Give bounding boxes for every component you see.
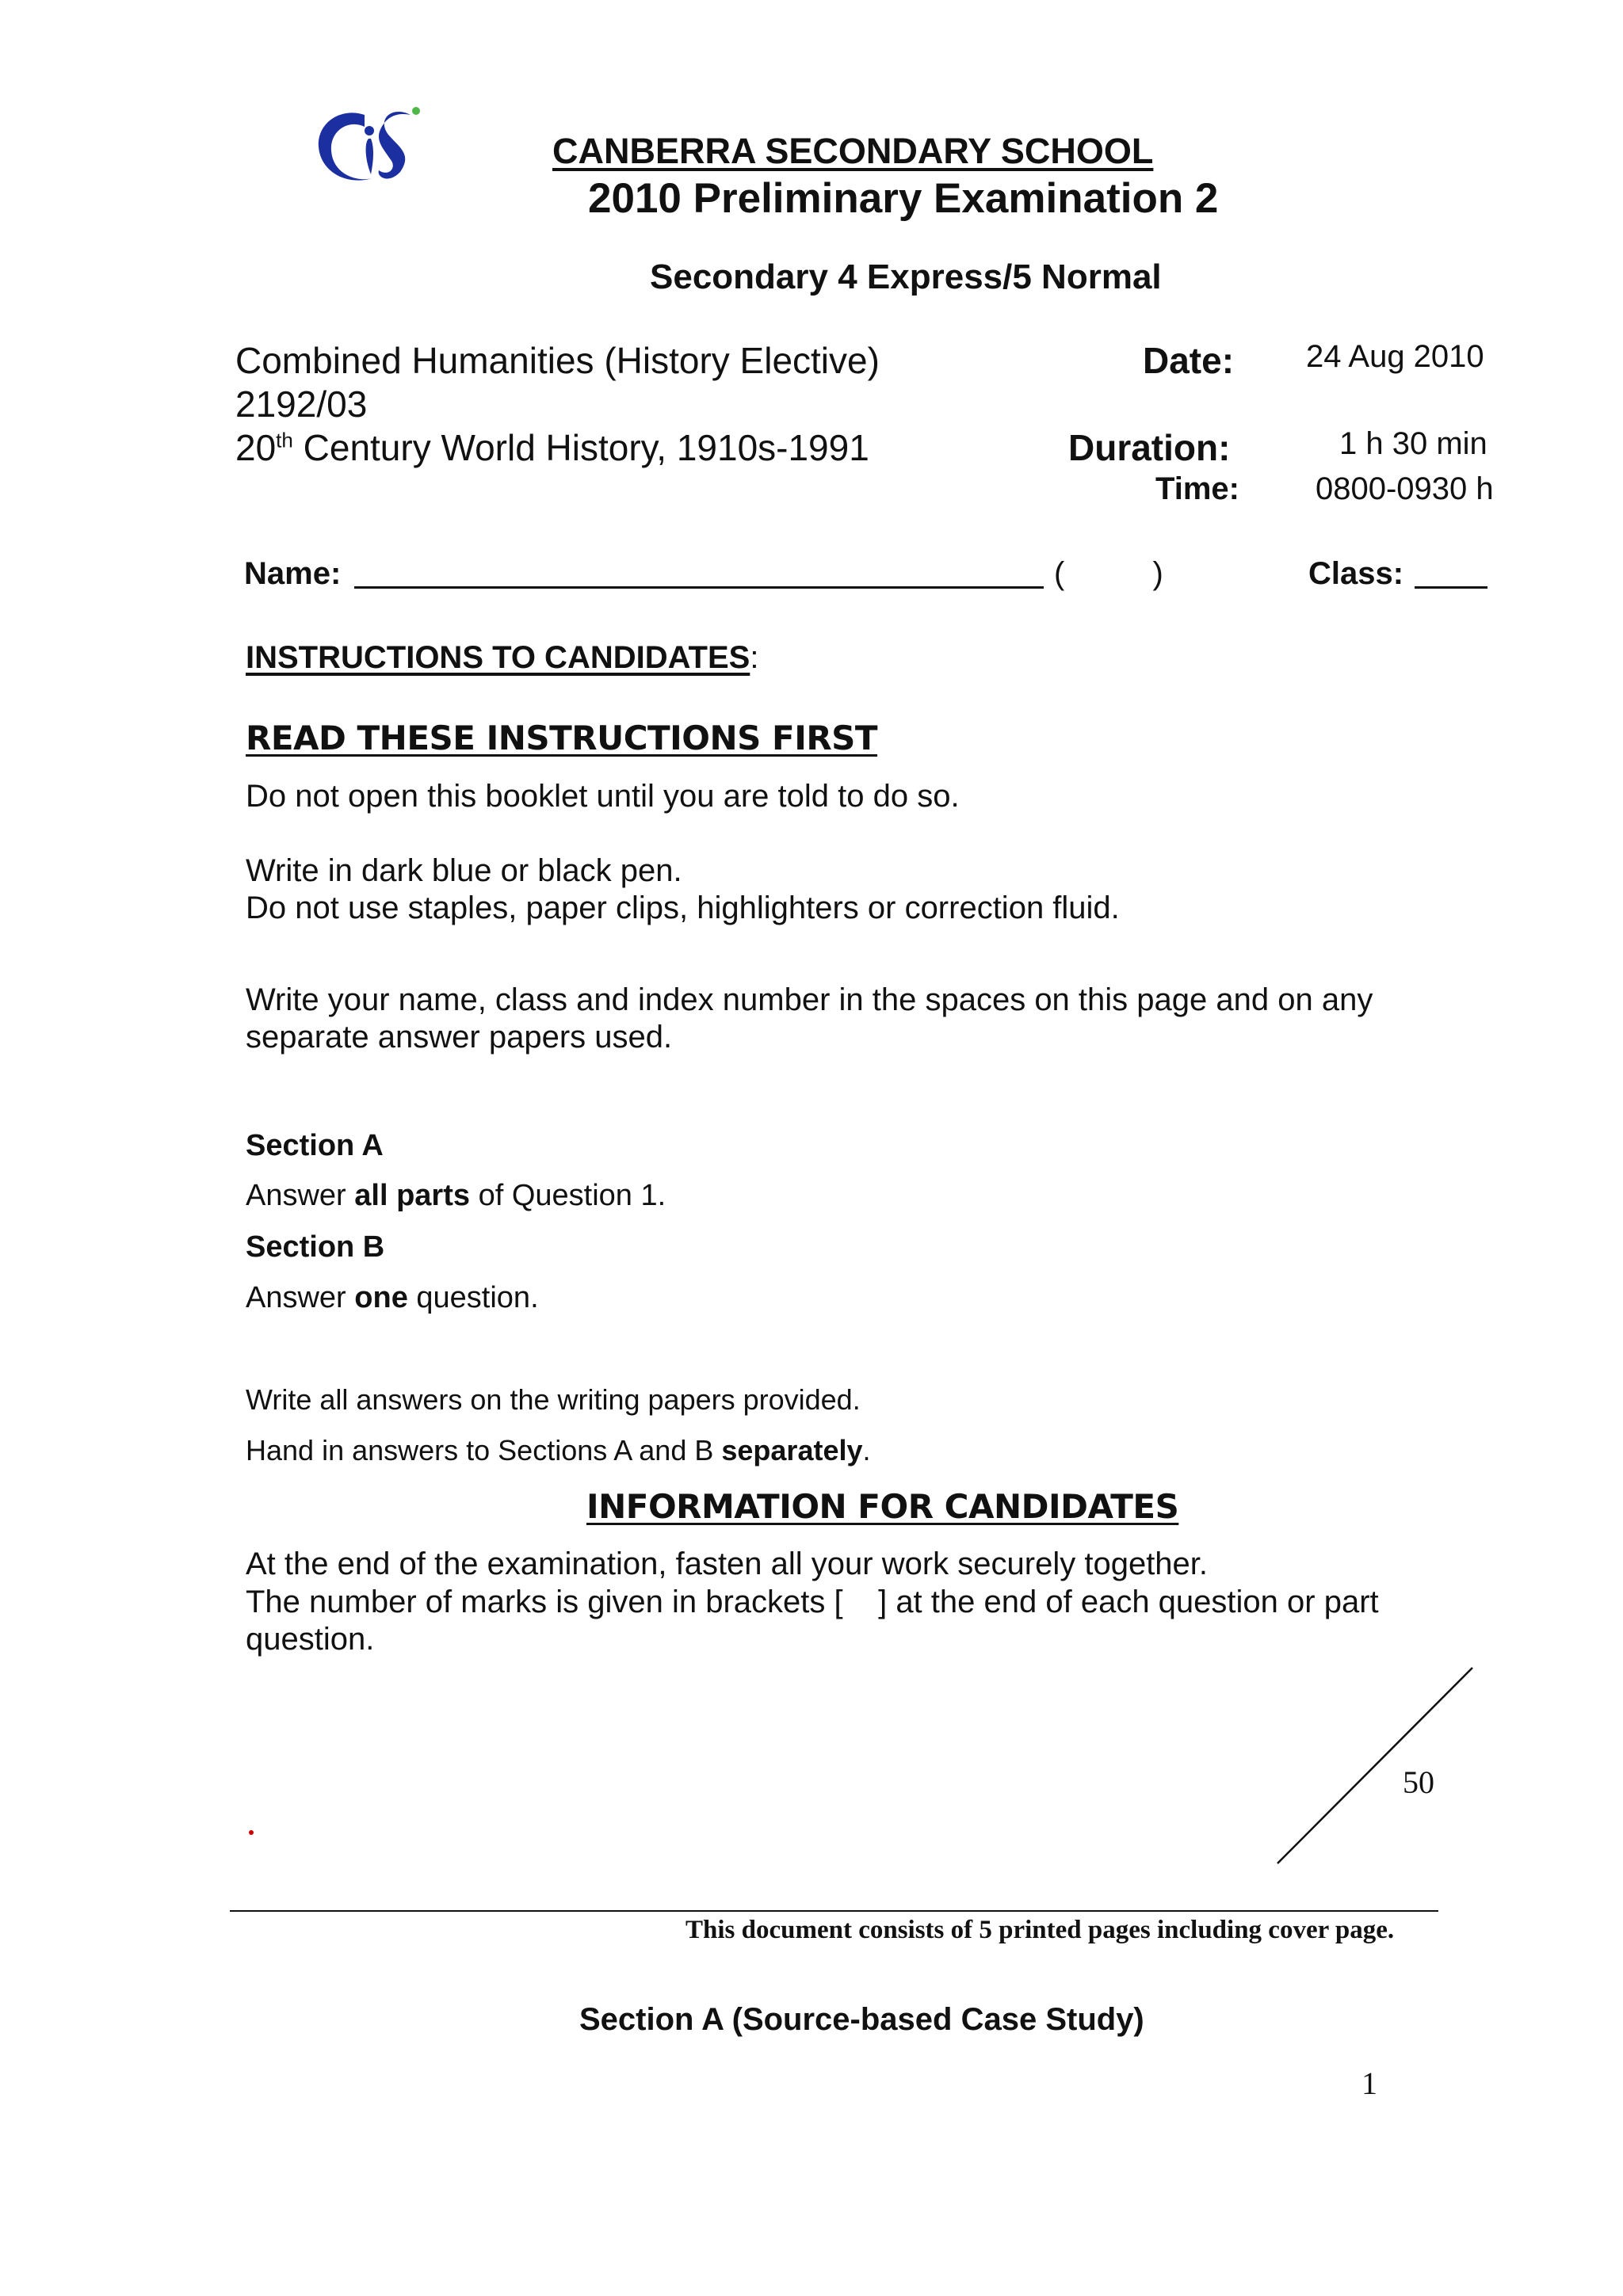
section-a-instruction [246,1179,666,1213]
section-a-bold: all parts [354,1179,471,1212]
duration-value: 1 h 30 min [1339,426,1487,461]
write-all-answers: Write all answers on the writing papers provided. [246,1383,861,1416]
section-b-label: Section B [246,1230,385,1264]
next-section-title: Section A (Source-based Case Study) [579,2002,1144,2037]
subject-title-prefix: 20 [235,427,277,468]
hand-in-post: . [862,1434,871,1466]
time-value: 0800-0930 h [1316,471,1494,506]
hand-in-pre: Hand in answers to Sections A and B [246,1434,722,1466]
information-line-1: At the end of the examination, fasten all your work securely together. [246,1547,1209,1581]
instructions-heading [246,640,758,676]
subject-title [235,426,869,469]
school-name: CANBERRA SECONDARY SCHOOL [552,131,1154,171]
instruction-line-4a: Write your name, class and index number in the spaces on this page and on any [246,982,1373,1017]
exam-title: 2010 Preliminary Examination 2 [588,175,1219,222]
footer-note: This document consists of 5 printed pages including cover page. [685,1916,1395,1944]
level-title: Secondary 4 Express/5 Normal [650,257,1162,296]
subject-name: Combined Humanities (History Elective) [235,340,880,381]
information-heading: INFORMATION FOR CANDIDATES [586,1487,1179,1526]
instruction-line-2: Write in dark blue or black pen. [246,853,682,888]
red-dot [249,1830,254,1835]
duration-label: Duration: [1068,427,1231,468]
section-b-bold: one [354,1281,408,1314]
hand-in-bold: separately [721,1434,863,1466]
instructions-heading-colon: : [750,640,759,675]
name-field[interactable] [354,586,1044,589]
instruction-line-3: Do not use staples, paper clips, highlighters or correction fluid. [246,891,1120,925]
name-label: Name: [244,556,342,591]
subject-title-rest: Century World History, 1910s-1991 [292,427,869,468]
date-label: Date: [1143,340,1235,381]
school-crest-logo [309,99,428,190]
section-b-pre: Answer [246,1281,355,1314]
time-label: Time: [1155,471,1239,506]
section-b-post: question. [407,1281,539,1314]
section-a-post: of Question 1. [470,1179,666,1212]
read-first-heading: READ THESE INSTRUCTIONS FIRST [246,719,878,757]
information-line-2: The number of marks is given in brackets [ ] at the end of each question or part [246,1585,1379,1619]
section-a-pre: Answer [246,1179,355,1212]
section-b-instruction [246,1281,539,1315]
class-label: Class: [1308,556,1404,591]
marks-diagonal-line [1268,1664,1482,1870]
subject-code: 2192/03 [235,383,368,425]
information-line-3: question. [246,1622,375,1657]
instructions-heading-text: INSTRUCTIONS TO CANDIDATES [246,640,750,675]
page-number: 1 [1361,2065,1377,2101]
footer-rule [230,1910,1438,1912]
total-marks: 50 [1403,1764,1434,1800]
class-field[interactable] [1415,586,1487,589]
section-a-label: Section A [246,1129,384,1162]
date-value: 24 Aug 2010 [1306,339,1484,374]
instruction-line-1: Do not open this booklet until you are told to do so. [246,779,960,814]
index-bracket: ( ) [1054,556,1163,591]
hand-in-answers [246,1434,871,1467]
subject-title-sup: th [276,428,293,452]
instruction-line-4b: separate answer papers used. [246,1020,673,1055]
